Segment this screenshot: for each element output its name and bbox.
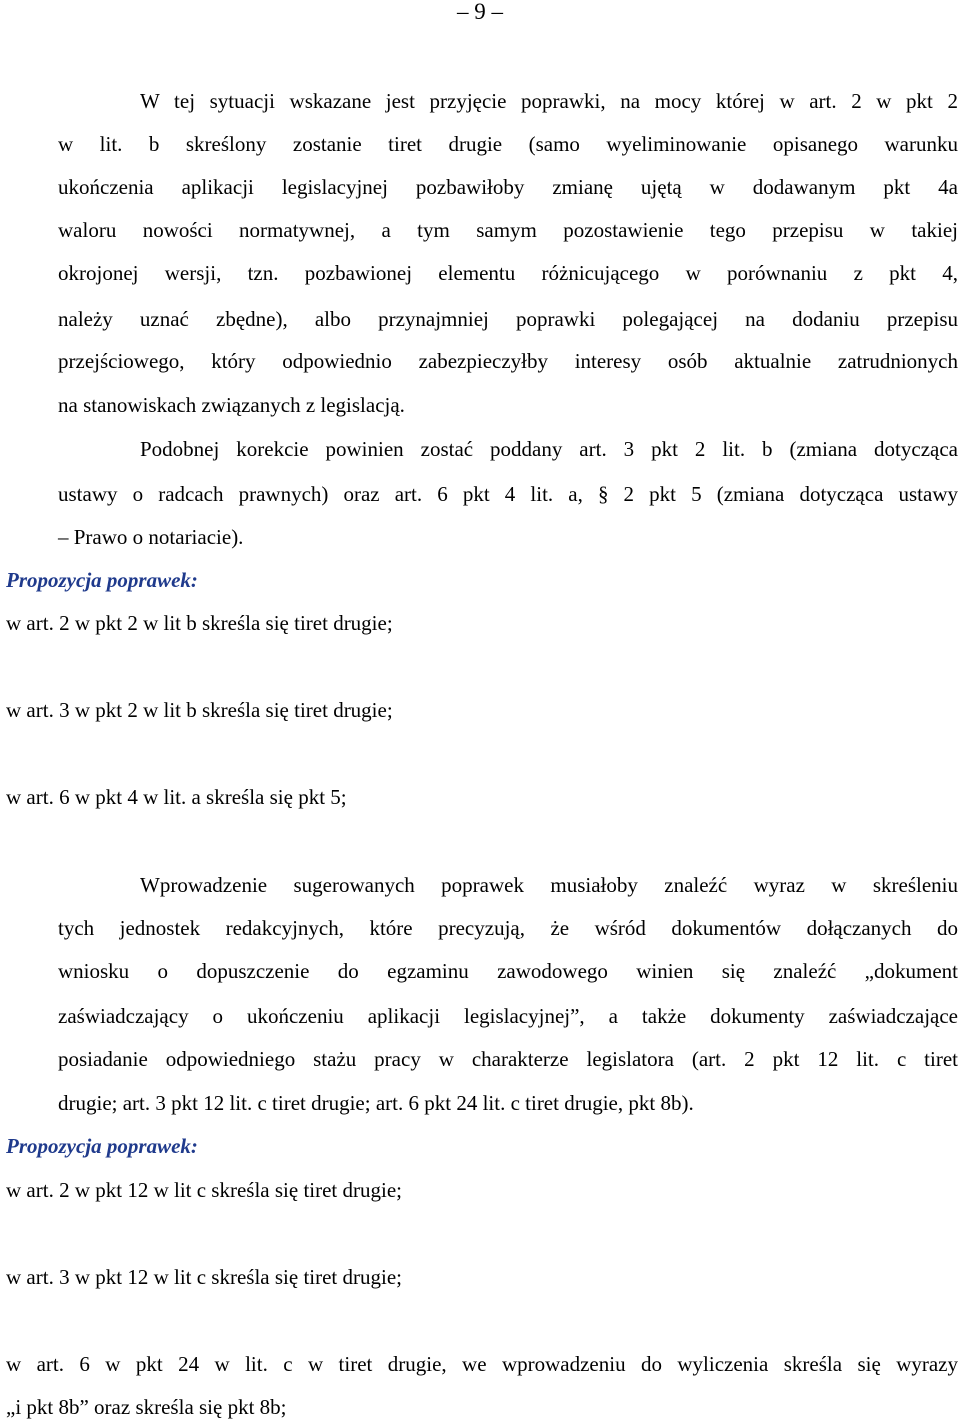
paragraph-line: wniosku o dopuszczenie do egzaminu zawodowego winien się znaleźć „dokument — [58, 959, 958, 983]
paragraph-line: okrojonej wersji, tzn. pozbawionej elementu różnicującego w porównaniu z pkt 4, — [58, 261, 958, 285]
paragraph-line: w lit. b skreślony zostanie tiret drugie (samo wyeliminowanie opisanego warunku — [58, 132, 958, 156]
paragraph-line: ustawy o radcach prawnych) oraz art. 6 pkt 4 lit. a, § 2 pkt 5 (zmiana dotycząca ustawy — [58, 482, 958, 506]
paragraph-line: zaświadczający o ukończeniu aplikacji legislacyjnej”, a także dokumenty zaświadczające — [58, 1004, 958, 1028]
paragraph-line: przejściowego, który odpowiednio zabezpieczyłby interesy osób aktualnie zatrudnionych — [58, 349, 958, 373]
proposal-item: „i pkt 8b” oraz skreśla się pkt 8b; — [6, 1395, 287, 1419]
paragraph-line: W tej sytuacji wskazane jest przyjęcie poprawki, na mocy której w art. 2 w pkt 2 — [140, 89, 958, 113]
paragraph-line: tych jednostek redakcyjnych, które precyzują, że wśród dokumentów dołączanych do — [58, 916, 958, 940]
paragraph-line: drugie; art. 3 pkt 12 lit. c tiret drugie; art. 6 pkt 24 lit. c tiret drugie, pkt 8b). — [58, 1091, 694, 1115]
proposal-item: w art. 3 w pkt 2 w lit b skreśla się tiret drugie; — [6, 698, 393, 722]
paragraph-line: ukończenia aplikacji legislacyjnej pozbawiłoby zmianę ujętą w dodawanym pkt 4a — [58, 175, 958, 199]
paragraph-line: należy uznać zbędne), albo przynajmniej poprawki polegającej na dodaniu przepisu — [58, 307, 958, 331]
paragraph-line: – Prawo o notariacie). — [58, 525, 244, 549]
proposal-heading: Propozycja poprawek: — [6, 568, 198, 592]
proposal-item: w art. 6 w pkt 4 w lit. a skreśla się pkt 5; — [6, 785, 347, 809]
proposal-item: w art. 6 w pkt 24 w lit. c w tiret drugie, we wprowadzeniu do wyliczenia skreśla się wyrazy — [6, 1352, 958, 1376]
proposal-heading: Propozycja poprawek: — [6, 1134, 198, 1158]
paragraph-line: Podobnej korekcie powinien zostać poddany art. 3 pkt 2 lit. b (zmiana dotycząca — [140, 437, 958, 461]
page-number: – 9 – — [457, 0, 503, 24]
proposal-item: w art. 2 w pkt 2 w lit b skreśla się tiret drugie; — [6, 611, 393, 635]
proposal-item: w art. 2 w pkt 12 w lit c skreśla się tiret drugie; — [6, 1178, 402, 1202]
proposal-item: w art. 3 w pkt 12 w lit c skreśla się tiret drugie; — [6, 1265, 402, 1289]
paragraph-line: na stanowiskach związanych z legislacją. — [58, 393, 405, 417]
paragraph-line: posiadanie odpowiedniego stażu pracy w charakterze legislatora (art. 2 pkt 12 lit. c tiret — [58, 1047, 958, 1071]
paragraph-line: waloru nowości normatywnej, a tym samym pozostawienie tego przepisu w takiej — [58, 218, 958, 242]
paragraph-line: Wprowadzenie sugerowanych poprawek musiałoby znaleźć wyraz w skreśleniu — [140, 873, 958, 897]
